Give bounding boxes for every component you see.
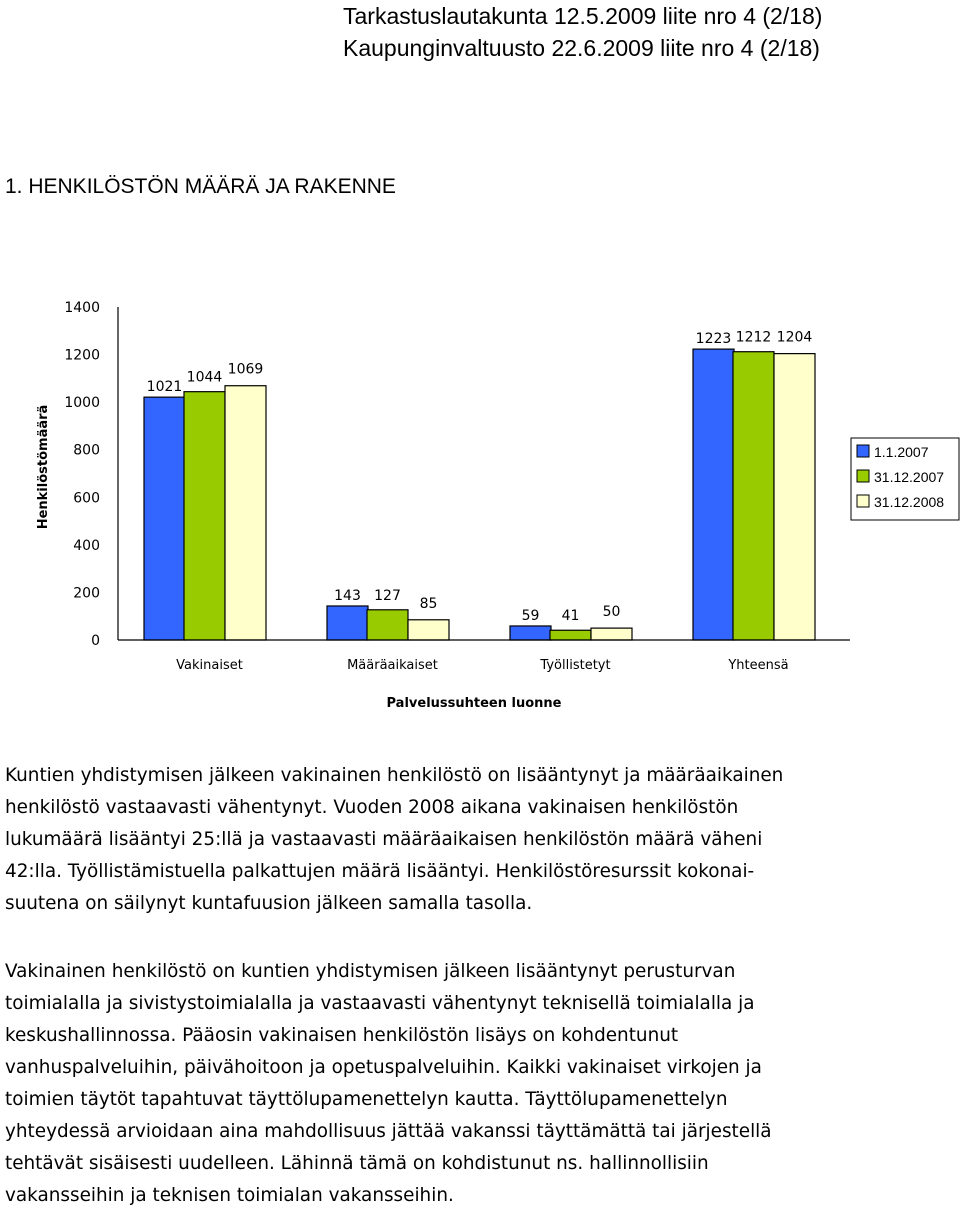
document-header	[343, 0, 822, 64]
y-axis-label: Henkilöstömäärä	[36, 404, 51, 530]
paragraph-2-line: keskushallinnossa. Pääosin vakinaisen henkilöstön lisäys on kohdentunut	[5, 1025, 679, 1046]
y-tick-label: 0	[91, 633, 100, 649]
data-label: 85	[419, 595, 438, 612]
bar	[774, 354, 815, 640]
legend-swatch	[857, 495, 869, 507]
y-tick-label: 1200	[64, 347, 100, 364]
data-label: 1204	[776, 329, 813, 346]
category-label: Vakinaiset	[176, 658, 243, 673]
data-label: 143	[334, 587, 361, 604]
paragraph-1-line: suutena on säilynyt kuntafuusion jälkeen samalla tasolla.	[5, 893, 533, 914]
bar	[144, 397, 185, 640]
paragraph-2-line: toimien täytöt tapahtuvat täyttölupamenettelyn kautta. Täyttölupamenettelyn	[5, 1089, 728, 1110]
category-label: Yhteensä	[728, 658, 789, 673]
paragraph-2-line: yhteydessä arvioidaan aina mahdollisuus jättää vakanssi täyttämättä tai järjestellä	[5, 1121, 772, 1142]
section-title: 1. HENKILÖSTÖN MÄÄRÄ JA RAKENNE	[5, 175, 396, 198]
data-label: 50	[602, 604, 621, 621]
x-axis-label: Palvelussuhteen luonne	[386, 696, 562, 711]
bar	[225, 386, 266, 640]
data-label: 1069	[227, 361, 264, 378]
y-tick-label: 800	[73, 442, 100, 459]
y-axis-tick-labels	[64, 300, 100, 649]
header-line-1: Tarkastuslautakunta 12.5.2009 liite nro 4 (2/18)	[343, 3, 823, 29]
bar	[693, 349, 734, 640]
paragraph-2-line: vanhuspalveluihin, päivähoitoon ja opetuspalveluihin. Kaikki vakinaiset virkojen ja	[5, 1057, 762, 1078]
paragraph-1-line: henkilöstö vastaavasti vähentynyt. Vuoden 2008 aikana vakinaisen henkilöstön	[5, 797, 739, 818]
paragraph-2-line: vakansseihin ja teknisen toimialan vakansseihin.	[5, 1185, 454, 1206]
header-line-2: Kaupunginvaltuusto 22.6.2009 liite nro 4 (2/18)	[343, 35, 820, 61]
bar	[408, 620, 449, 640]
bar-chart	[0, 285, 960, 725]
data-label: 1212	[735, 329, 772, 346]
chart-legend	[851, 438, 959, 520]
bar	[550, 630, 591, 640]
paragraph-1	[5, 760, 955, 920]
paragraph-2-line: tehtävät sisäisesti uudelleen. Lähinnä tämä on kohdistunut ns. hallinnollisiin	[5, 1153, 709, 1174]
paragraph-2	[5, 956, 955, 1212]
category-labels	[176, 658, 788, 673]
y-tick-label: 200	[73, 585, 100, 602]
y-tick-label: 400	[73, 537, 100, 554]
category-label: Työllistetyt	[540, 658, 611, 673]
y-tick-label: 1400	[64, 300, 100, 316]
y-tick-label: 1000	[64, 395, 100, 412]
legend-swatch	[857, 445, 869, 457]
paragraph-1-line: lukumäärä lisääntyi 25:llä ja vastaavasti määräaikaisen henkilöstön määrä väheni	[5, 829, 763, 850]
legend-label: 31.12.2007	[874, 469, 945, 485]
data-label: 1044	[186, 369, 223, 386]
bar	[184, 392, 225, 640]
bar	[733, 352, 774, 640]
paragraph-1-line: 42:lla. Työllistämistuella palkattujen määrä lisääntyi. Henkilöstöresurssit kokonai-	[5, 861, 755, 882]
legend-label: 31.12.2008	[874, 494, 945, 510]
data-label: 1021	[146, 379, 183, 396]
data-label: 41	[561, 608, 580, 625]
bars	[144, 349, 815, 640]
paragraph-1-line: Kuntien yhdistymisen jälkeen vakinainen henkilöstö on lisääntynyt ja määräaikainen	[5, 765, 784, 786]
bar	[591, 628, 632, 640]
data-label: 1223	[695, 331, 732, 348]
bar	[367, 610, 408, 640]
bar	[510, 626, 551, 640]
paragraph-2-line: Vakinainen henkilöstö on kuntien yhdistymisen jälkeen lisääntynyt perusturvan	[5, 961, 736, 982]
bar	[327, 606, 368, 640]
category-label: Määräaikaiset	[347, 658, 438, 673]
legend-swatch	[857, 470, 869, 482]
paragraph-2-line: toimialalla ja sivistystoimialalla ja vastaavasti vähentynyt teknisellä toimialalla ja	[5, 993, 755, 1014]
y-tick-label: 600	[73, 490, 100, 507]
legend-label: 1.1.2007	[874, 444, 929, 460]
data-label: 59	[521, 607, 540, 624]
data-label: 127	[374, 587, 401, 604]
